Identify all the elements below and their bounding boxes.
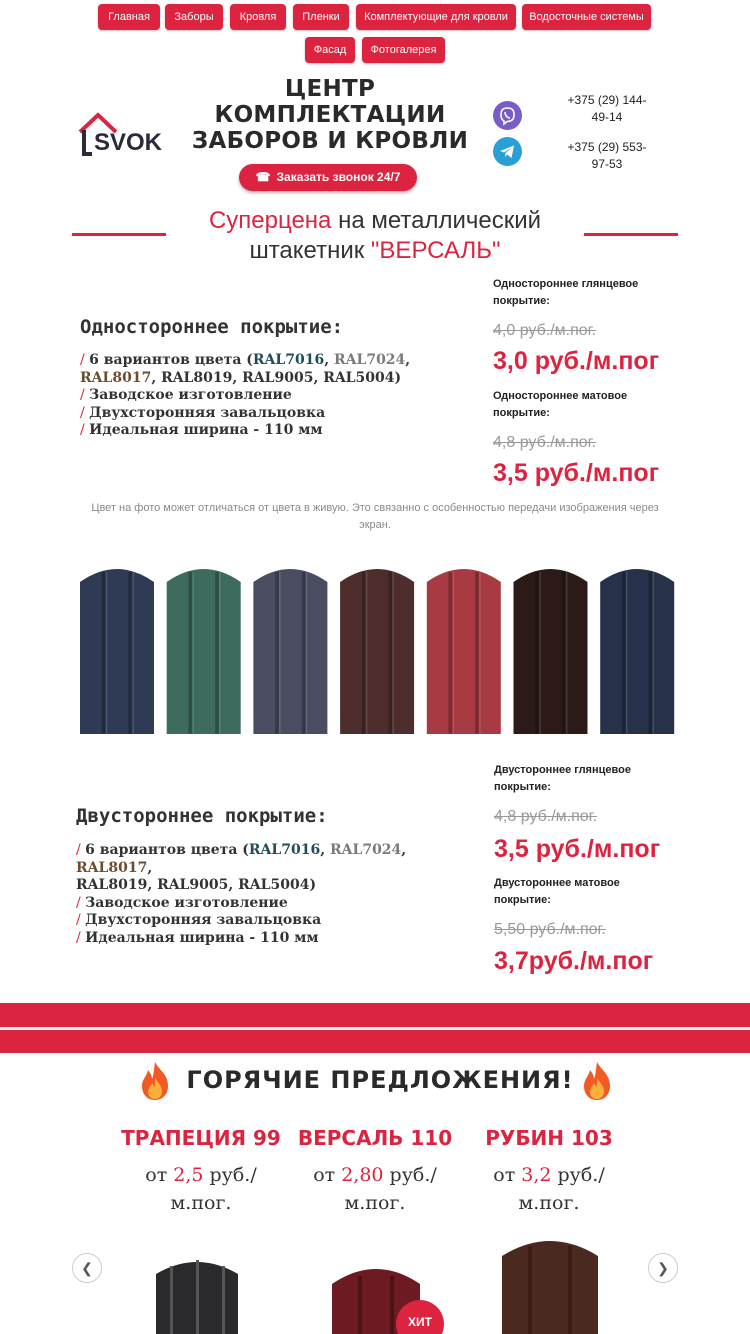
product-image-versailles[interactable] (328, 1262, 432, 1334)
price-label: Двустороннее матовое покрытие: (494, 877, 620, 906)
new-price: 3,5 руб./м.пог (494, 835, 661, 863)
feature-item: / Двухсторонняя завальцовка (80, 404, 326, 421)
promo-title-text: на металлический штакетник (249, 207, 542, 264)
house-icon (76, 110, 176, 160)
hot-offers-title: ГОРЯЧИЕ ПРЕДЛОЖЕНИЯ! (186, 1066, 574, 1094)
chevron-left-icon[interactable]: ❮ (72, 1253, 102, 1283)
fence-panel (514, 569, 588, 734)
fence-panel (427, 569, 501, 734)
new-price: 3,7руб./м.пог (494, 947, 654, 975)
fence-panel (600, 569, 674, 734)
one-side-features (80, 352, 440, 440)
logo-text: SVOK (94, 129, 163, 156)
price-label: Двустороннее глянцевое покрытие: (494, 764, 631, 793)
old-price: 4,8 руб./м.пог. (493, 434, 596, 451)
feature-item: / Заводское изготовление (80, 387, 292, 403)
chevron-right-icon[interactable]: ❯ (648, 1253, 678, 1283)
nav-home[interactable]: Главная (98, 4, 160, 30)
section-band (0, 1003, 750, 1053)
colors-line: / 6 вариантов цвета (RAL7016, RAL7024, RAL8017, RAL8019, RAL9005, RAL5004) (80, 352, 411, 386)
phone-number-1[interactable]: +375 (29) 144-49-14 (567, 93, 647, 124)
divider-right (584, 233, 678, 236)
product-image-trapeze[interactable] (152, 1256, 242, 1334)
promo-title (170, 206, 580, 266)
promo-title-accent: Суперцена (208, 207, 332, 234)
two-side-features (76, 842, 486, 947)
telegram-icon[interactable] (493, 137, 522, 166)
call-order-button[interactable] (239, 164, 417, 191)
new-price: 3,0 руб./м.пог (493, 347, 660, 375)
promo-title-product: "ВЕРСАЛЬ" (370, 237, 501, 264)
feature-item: / Двухсторонняя завальцовка (76, 912, 322, 928)
nav-films[interactable]: Пленки (293, 4, 349, 30)
nav-drainage[interactable]: Водосточные системы (522, 4, 651, 30)
nav-gallery[interactable]: Фотогалерея (362, 37, 445, 63)
product-price: от 2,80 руб./ м.пог. (313, 1164, 437, 1214)
old-price: 5,50 руб./м.пог. (494, 921, 606, 938)
divider-left (72, 233, 166, 236)
nav-roofing[interactable]: Кровля (230, 4, 286, 30)
feature-item: / Идеальная ширина - 110 мм (76, 929, 319, 946)
one-side-heading: Одностороннее покрытие: (80, 316, 344, 338)
colors-line: / 6 вариантов цвета (RAL7016, RAL7024, RAL8017, RAL8019, RAL9005, RAL5004) (76, 842, 407, 893)
feature-item: / Идеальная ширина - 110 мм (80, 422, 323, 438)
nav-facade[interactable]: Фасад (305, 37, 355, 63)
product-name[interactable]: ТРАПЕЦИЯ 99 (121, 1126, 281, 1150)
product-name[interactable]: РУБИН 103 (485, 1126, 613, 1150)
price-label: Одностороннее матовое покрытие: (493, 390, 628, 419)
feature-item: / Заводское изготовление (76, 894, 288, 911)
product-price: от 3,2 руб./ м.пог. (493, 1164, 605, 1214)
viber-icon[interactable] (493, 101, 522, 130)
two-side-heading: Двустороннее покрытие: (76, 805, 328, 827)
fence-panel (340, 569, 414, 734)
logo[interactable] (76, 110, 176, 160)
color-disclaimer: Цвет на фото может отличаться от цвета в живую. Это связанно с особенностью передачи изображения через экран. (91, 502, 659, 531)
fire-icon (577, 1060, 617, 1102)
product-name[interactable]: ВЕРСАЛЬ 110 (297, 1126, 453, 1150)
hit-badge-text: ХИТ (408, 1315, 432, 1329)
fence-panel (167, 569, 241, 734)
new-price: 3,5 руб./м.пог (493, 459, 660, 487)
page-headline: ЦЕНТР КОМПЛЕКТАЦИИ ЗАБОРОВ И КРОВЛИ (191, 76, 469, 154)
product-image-ruby[interactable] (498, 1236, 602, 1334)
old-price: 4,0 руб./м.пог. (493, 322, 596, 339)
nav-roof-accessories[interactable]: Комплектующие для кровли (356, 4, 516, 30)
old-price: 4,8 руб./м.пог. (494, 808, 597, 825)
fence-panels-image (80, 562, 674, 734)
price-label: Одностороннее глянцевое покрытие: (493, 278, 639, 307)
product-price: от 2,5 руб./ м.пог. (145, 1164, 257, 1214)
call-order-label: Заказать звонок 24/7 (276, 170, 401, 184)
phone-number-2[interactable]: +375 (29) 553-97-53 (567, 140, 647, 171)
nav-fences[interactable]: Заборы (165, 4, 223, 30)
phone-icon: ☎ (255, 170, 271, 184)
fence-panel (80, 569, 154, 734)
fire-icon (135, 1060, 175, 1102)
fence-panel (253, 569, 327, 734)
